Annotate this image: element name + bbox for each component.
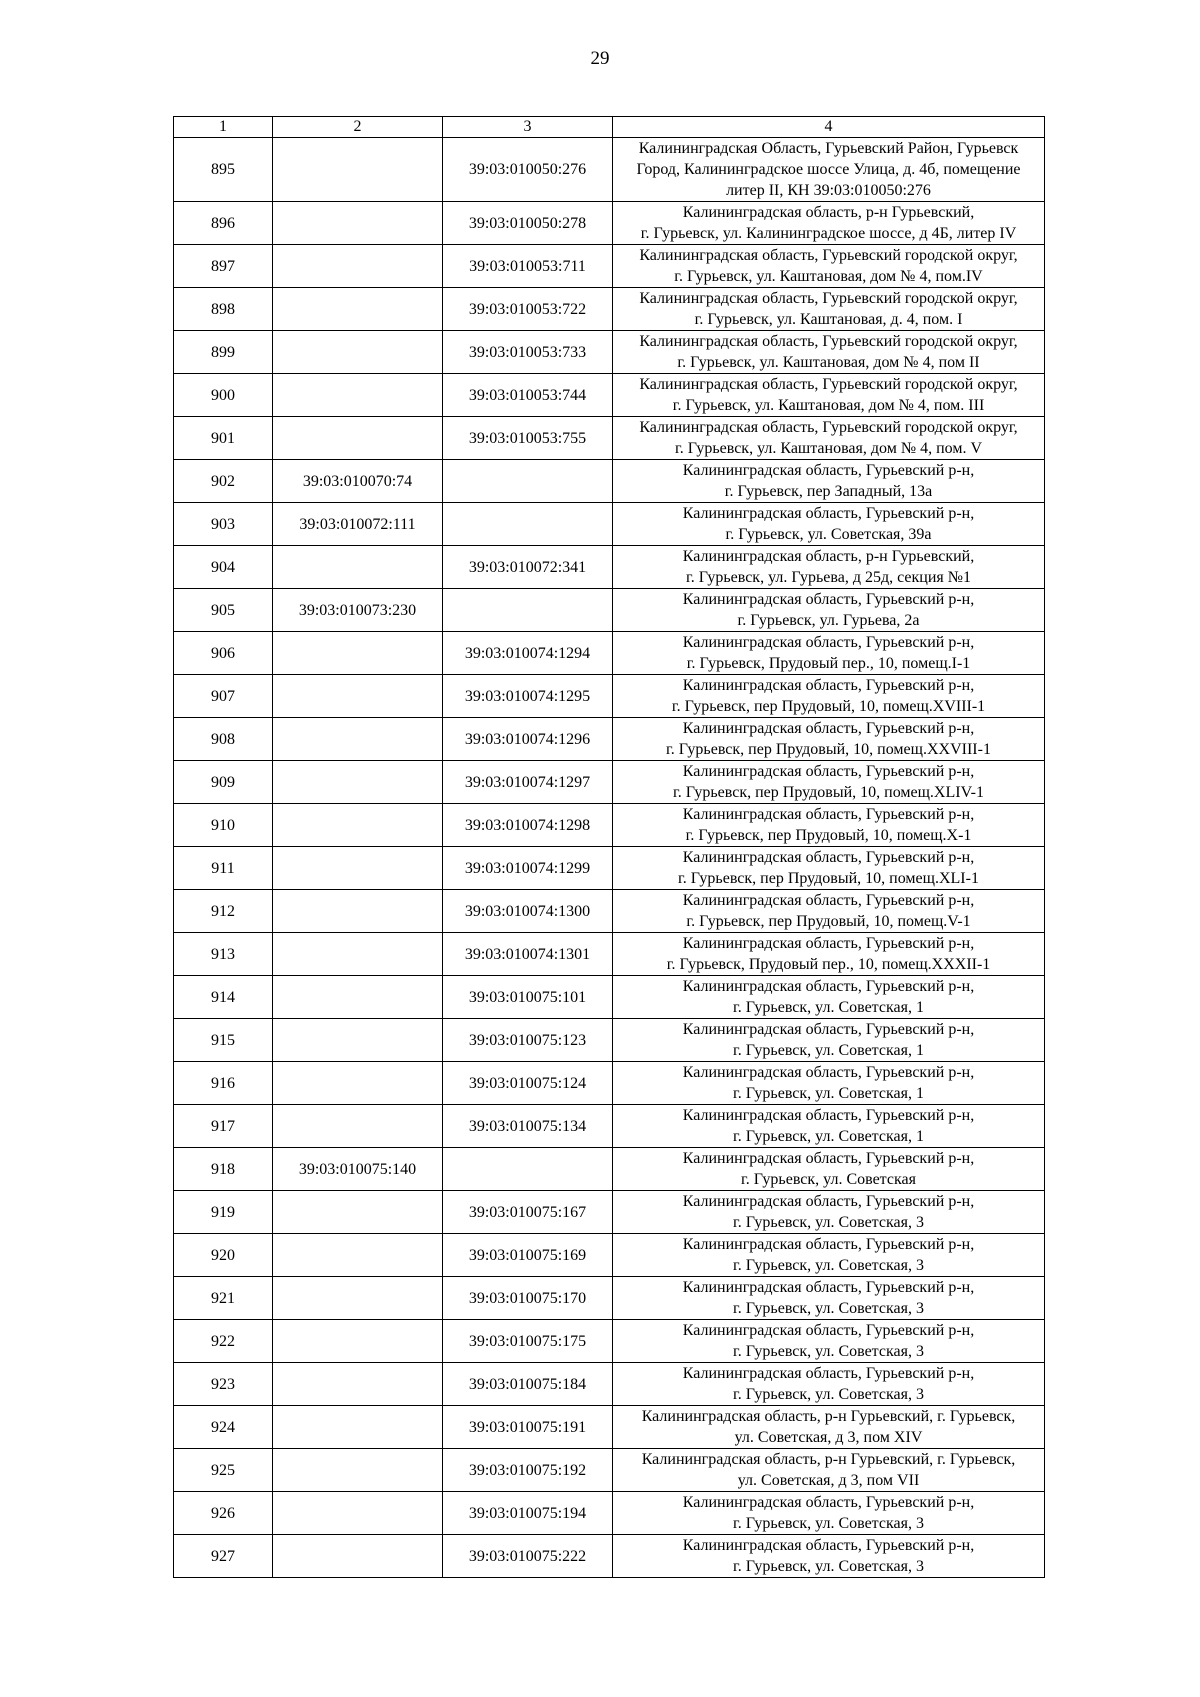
- cadastral-number-col2-cell: [273, 1234, 443, 1277]
- table-row: [174, 804, 1045, 847]
- cadastral-number-col3-cell: [443, 589, 613, 632]
- cadastral-number-col2-cell: [273, 718, 443, 761]
- address-cell: Калининградская область, Гурьевский р-н, г. Гурьевск, пер Западный, 13а: [613, 460, 1045, 503]
- cadastral-number-col3-cell: 39:03:010050:278: [443, 202, 613, 245]
- table-row: [174, 1234, 1045, 1277]
- address-cell: Калининградская область, Гурьевский р-н, г. Гурьевск, ул. Советская, 3: [613, 1277, 1045, 1320]
- cadastral-number-col3-cell: 39:03:010053:711: [443, 245, 613, 288]
- cadastral-number-col3-cell: 39:03:010075:184: [443, 1363, 613, 1406]
- address-cell: Калининградская область, Гурьевский р-н, г. Гурьевск, ул. Советская: [613, 1148, 1045, 1191]
- row-number-cell: 903: [174, 503, 273, 546]
- row-number-cell: 923: [174, 1363, 273, 1406]
- address-cell: Калининградская область, Гурьевский р-н, г. Гурьевск, ул. Советская, 39а: [613, 503, 1045, 546]
- table-row: [174, 1191, 1045, 1234]
- address-cell: Калининградская область, р-н Гурьевский, г. Гурьевск, ул. Калининградское шоссе, д 4Б, литер IV: [613, 202, 1045, 245]
- cadastral-number-col2-cell: [273, 933, 443, 976]
- cadastral-number-col3-cell: 39:03:010075:191: [443, 1406, 613, 1449]
- property-registry-table: [173, 116, 1045, 1578]
- cadastral-number-col3-cell: 39:03:010074:1296: [443, 718, 613, 761]
- row-number-cell: 913: [174, 933, 273, 976]
- table-row: [174, 847, 1045, 890]
- row-number-cell: 906: [174, 632, 273, 675]
- row-number-cell: 927: [174, 1535, 273, 1578]
- row-number-cell: 908: [174, 718, 273, 761]
- cadastral-number-col2-cell: [273, 546, 443, 589]
- row-number-cell: 900: [174, 374, 273, 417]
- cadastral-number-col3-cell: [443, 1148, 613, 1191]
- table-row: [174, 546, 1045, 589]
- cadastral-number-col2-cell: 39:03:010073:230: [273, 589, 443, 632]
- table-row: [174, 331, 1045, 374]
- table-row: [174, 288, 1045, 331]
- row-number-cell: 905: [174, 589, 273, 632]
- cadastral-number-col2-cell: [273, 1105, 443, 1148]
- address-cell: Калининградская область, Гурьевский р-н, г. Гурьевск, ул. Советская, 3: [613, 1320, 1045, 1363]
- table-row: [174, 245, 1045, 288]
- address-cell: Калининградская область, Гурьевский р-н, г. Гурьевск, Прудовый пер., 10, помещ.I-1: [613, 632, 1045, 675]
- address-cell: Калининградская область, р-н Гурьевский, г. Гурьевск, ул. Советская, д 3, пом VII: [613, 1449, 1045, 1492]
- row-number-cell: 904: [174, 546, 273, 589]
- table-body: [174, 138, 1045, 1578]
- cadastral-number-col2-cell: [273, 976, 443, 1019]
- table-row: [174, 374, 1045, 417]
- row-number-cell: 918: [174, 1148, 273, 1191]
- row-number-cell: 901: [174, 417, 273, 460]
- cadastral-number-col2-cell: [273, 1062, 443, 1105]
- cadastral-number-col2-cell: 39:03:010075:140: [273, 1148, 443, 1191]
- row-number-cell: 895: [174, 138, 273, 202]
- cadastral-number-col3-cell: [443, 460, 613, 503]
- table-row: [174, 202, 1045, 245]
- cadastral-number-col2-cell: [273, 804, 443, 847]
- cadastral-number-col3-cell: 39:03:010075:124: [443, 1062, 613, 1105]
- cadastral-number-col2-cell: [273, 1191, 443, 1234]
- cadastral-number-col3-cell: 39:03:010074:1294: [443, 632, 613, 675]
- column-header-1: 1: [174, 117, 273, 138]
- address-cell: Калининградская область, Гурьевский р-н, г. Гурьевск, ул. Советская, 1: [613, 1105, 1045, 1148]
- cadastral-number-col2-cell: [273, 288, 443, 331]
- cadastral-number-col2-cell: [273, 632, 443, 675]
- address-cell: Калининградская область, Гурьевский р-н, г. Гурьевск, ул. Советская, 3: [613, 1363, 1045, 1406]
- row-number-cell: 898: [174, 288, 273, 331]
- address-cell: Калининградская область, р-н Гурьевский, г. Гурьевск, ул. Гурьева, д 25д, секция №1: [613, 546, 1045, 589]
- row-number-cell: 919: [174, 1191, 273, 1234]
- row-number-cell: 902: [174, 460, 273, 503]
- row-number-cell: 921: [174, 1277, 273, 1320]
- cadastral-number-col3-cell: 39:03:010075:194: [443, 1492, 613, 1535]
- cadastral-number-col2-cell: [273, 374, 443, 417]
- cadastral-number-col2-cell: [273, 245, 443, 288]
- cadastral-number-col3-cell: [443, 503, 613, 546]
- row-number-cell: 911: [174, 847, 273, 890]
- cadastral-number-col3-cell: 39:03:010053:755: [443, 417, 613, 460]
- address-cell: Калининградская область, Гурьевский р-н, г. Гурьевск, ул. Советская, 3: [613, 1492, 1045, 1535]
- row-number-cell: 925: [174, 1449, 273, 1492]
- cadastral-number-col3-cell: 39:03:010075:222: [443, 1535, 613, 1578]
- cadastral-number-col2-cell: [273, 1449, 443, 1492]
- cadastral-number-col2-cell: [273, 847, 443, 890]
- address-cell: Калининградская область, Гурьевский р-н, г. Гурьевск, Прудовый пер., 10, помещ.XXXII-1: [613, 933, 1045, 976]
- table-row: [174, 890, 1045, 933]
- table-row: [174, 632, 1045, 675]
- address-cell: Калининградская область, Гурьевский р-н, г. Гурьевск, пер Прудовый, 10, помещ.XXVIII-1: [613, 718, 1045, 761]
- table-row: [174, 460, 1045, 503]
- row-number-cell: 912: [174, 890, 273, 933]
- table-row: [174, 1105, 1045, 1148]
- cadastral-number-col2-cell: 39:03:010070:74: [273, 460, 443, 503]
- table-row: [174, 1535, 1045, 1578]
- address-cell: Калининградская область, Гурьевский р-н, г. Гурьевск, пер Прудовый, 10, помещ.X-1: [613, 804, 1045, 847]
- table-row: [174, 589, 1045, 632]
- cadastral-number-col3-cell: 39:03:010075:167: [443, 1191, 613, 1234]
- cadastral-number-col2-cell: 39:03:010072:111: [273, 503, 443, 546]
- table-row: [174, 1019, 1045, 1062]
- cadastral-number-col2-cell: [273, 417, 443, 460]
- table-row: [174, 503, 1045, 546]
- address-cell: Калининградская область, Гурьевский городской округ, г. Гурьевск, ул. Каштановая, д. 4, пом. I: [613, 288, 1045, 331]
- cadastral-number-col3-cell: 39:03:010074:1299: [443, 847, 613, 890]
- cadastral-number-col2-cell: [273, 1320, 443, 1363]
- address-cell: Калининградская область, Гурьевский р-н, г. Гурьевск, пер Прудовый, 10, помещ.XVIII-1: [613, 675, 1045, 718]
- table-row: [174, 1449, 1045, 1492]
- table-header-row: [174, 117, 1045, 138]
- row-number-cell: 899: [174, 331, 273, 374]
- address-cell: Калининградская область, Гурьевский р-н, г. Гурьевск, ул. Советская, 1: [613, 1019, 1045, 1062]
- row-number-cell: 926: [174, 1492, 273, 1535]
- address-cell: Калининградская область, Гурьевский городской округ, г. Гурьевск, ул. Каштановая, дом № 4, пом. V: [613, 417, 1045, 460]
- cadastral-number-col3-cell: 39:03:010074:1300: [443, 890, 613, 933]
- row-number-cell: 896: [174, 202, 273, 245]
- address-cell: Калининградская область, Гурьевский городской округ, г. Гурьевск, ул. Каштановая, дом № 4, пом II: [613, 331, 1045, 374]
- table-row: [174, 718, 1045, 761]
- cadastral-number-col2-cell: [273, 761, 443, 804]
- address-cell: Калининградская Область, Гурьевский Район, Гурьевск Город, Калининградское шоссе Улица, д. 4б, помещение литер II, КН 39:03:010050:276: [613, 138, 1045, 202]
- cadastral-number-col3-cell: 39:03:010053:744: [443, 374, 613, 417]
- row-number-cell: 924: [174, 1406, 273, 1449]
- column-header-2: 2: [273, 117, 443, 138]
- cadastral-number-col2-cell: [273, 1535, 443, 1578]
- table-row: [174, 1062, 1045, 1105]
- cadastral-number-col3-cell: 39:03:010075:169: [443, 1234, 613, 1277]
- address-cell: Калининградская область, Гурьевский р-н, г. Гурьевск, ул. Гурьева, 2а: [613, 589, 1045, 632]
- row-number-cell: 917: [174, 1105, 273, 1148]
- cadastral-number-col2-cell: [273, 1492, 443, 1535]
- address-cell: Калининградская область, Гурьевский р-н, г. Гурьевск, ул. Советская, 3: [613, 1234, 1045, 1277]
- column-header-4: 4: [613, 117, 1045, 138]
- table-row: [174, 761, 1045, 804]
- row-number-cell: 922: [174, 1320, 273, 1363]
- cadastral-number-col2-cell: [273, 1363, 443, 1406]
- table-row: [174, 1148, 1045, 1191]
- table-row: [174, 138, 1045, 202]
- row-number-cell: 910: [174, 804, 273, 847]
- address-cell: Калининградская область, Гурьевский городской округ, г. Гурьевск, ул. Каштановая, дом № 4, пом. III: [613, 374, 1045, 417]
- address-cell: Калининградская область, Гурьевский р-н, г. Гурьевск, ул. Советская, 3: [613, 1535, 1045, 1578]
- cadastral-number-col3-cell: 39:03:010074:1298: [443, 804, 613, 847]
- address-cell: Калининградская область, Гурьевский р-н, г. Гурьевск, пер Прудовый, 10, помещ.XLI-1: [613, 847, 1045, 890]
- column-header-3: 3: [443, 117, 613, 138]
- table-row: [174, 976, 1045, 1019]
- cadastral-number-col2-cell: [273, 675, 443, 718]
- table-row: [174, 1492, 1045, 1535]
- cadastral-number-col3-cell: 39:03:010053:733: [443, 331, 613, 374]
- cadastral-number-col2-cell: [273, 331, 443, 374]
- cadastral-number-col2-cell: [273, 890, 443, 933]
- cadastral-number-col2-cell: [273, 1019, 443, 1062]
- table-row: [174, 933, 1045, 976]
- cadastral-number-col3-cell: 39:03:010075:101: [443, 976, 613, 1019]
- cadastral-number-col3-cell: 39:03:010053:722: [443, 288, 613, 331]
- row-number-cell: 916: [174, 1062, 273, 1105]
- cadastral-number-col3-cell: 39:03:010074:1301: [443, 933, 613, 976]
- page-number: 29: [590, 48, 610, 69]
- address-cell: Калининградская область, р-н Гурьевский, г. Гурьевск, ул. Советская, д 3, пом XIV: [613, 1406, 1045, 1449]
- cadastral-number-col3-cell: 39:03:010050:276: [443, 138, 613, 202]
- row-number-cell: 909: [174, 761, 273, 804]
- cadastral-number-col3-cell: 39:03:010075:134: [443, 1105, 613, 1148]
- cadastral-number-col3-cell: 39:03:010075:123: [443, 1019, 613, 1062]
- row-number-cell: 914: [174, 976, 273, 1019]
- address-cell: Калининградская область, Гурьевский р-н, г. Гурьевск, ул. Советская, 1: [613, 976, 1045, 1019]
- cadastral-number-col3-cell: 39:03:010075:170: [443, 1277, 613, 1320]
- row-number-cell: 907: [174, 675, 273, 718]
- row-number-cell: 897: [174, 245, 273, 288]
- table-row: [174, 675, 1045, 718]
- address-cell: Калининградская область, Гурьевский городской округ, г. Гурьевск, ул. Каштановая, дом № 4, пом.IV: [613, 245, 1045, 288]
- cadastral-number-col3-cell: 39:03:010074:1297: [443, 761, 613, 804]
- address-cell: Калининградская область, Гурьевский р-н, г. Гурьевск, ул. Советская, 3: [613, 1191, 1045, 1234]
- cadastral-number-col2-cell: [273, 1406, 443, 1449]
- address-cell: Калининградская область, Гурьевский р-н, г. Гурьевск, пер Прудовый, 10, помещ.XLIV-1: [613, 761, 1045, 804]
- row-number-cell: 920: [174, 1234, 273, 1277]
- table-row: [174, 1363, 1045, 1406]
- cadastral-number-col3-cell: 39:03:010075:175: [443, 1320, 613, 1363]
- table-row: [174, 417, 1045, 460]
- address-cell: Калининградская область, Гурьевский р-н, г. Гурьевск, ул. Советская, 1: [613, 1062, 1045, 1105]
- table-row: [174, 1406, 1045, 1449]
- cadastral-number-col2-cell: [273, 138, 443, 202]
- table-row: [174, 1320, 1045, 1363]
- address-cell: Калининградская область, Гурьевский р-н, г. Гурьевск, пер Прудовый, 10, помещ.V-1: [613, 890, 1045, 933]
- cadastral-number-col3-cell: 39:03:010074:1295: [443, 675, 613, 718]
- row-number-cell: 915: [174, 1019, 273, 1062]
- table-row: [174, 1277, 1045, 1320]
- cadastral-number-col2-cell: [273, 1277, 443, 1320]
- cadastral-number-col3-cell: 39:03:010075:192: [443, 1449, 613, 1492]
- cadastral-number-col3-cell: 39:03:010072:341: [443, 546, 613, 589]
- cadastral-number-col2-cell: [273, 202, 443, 245]
